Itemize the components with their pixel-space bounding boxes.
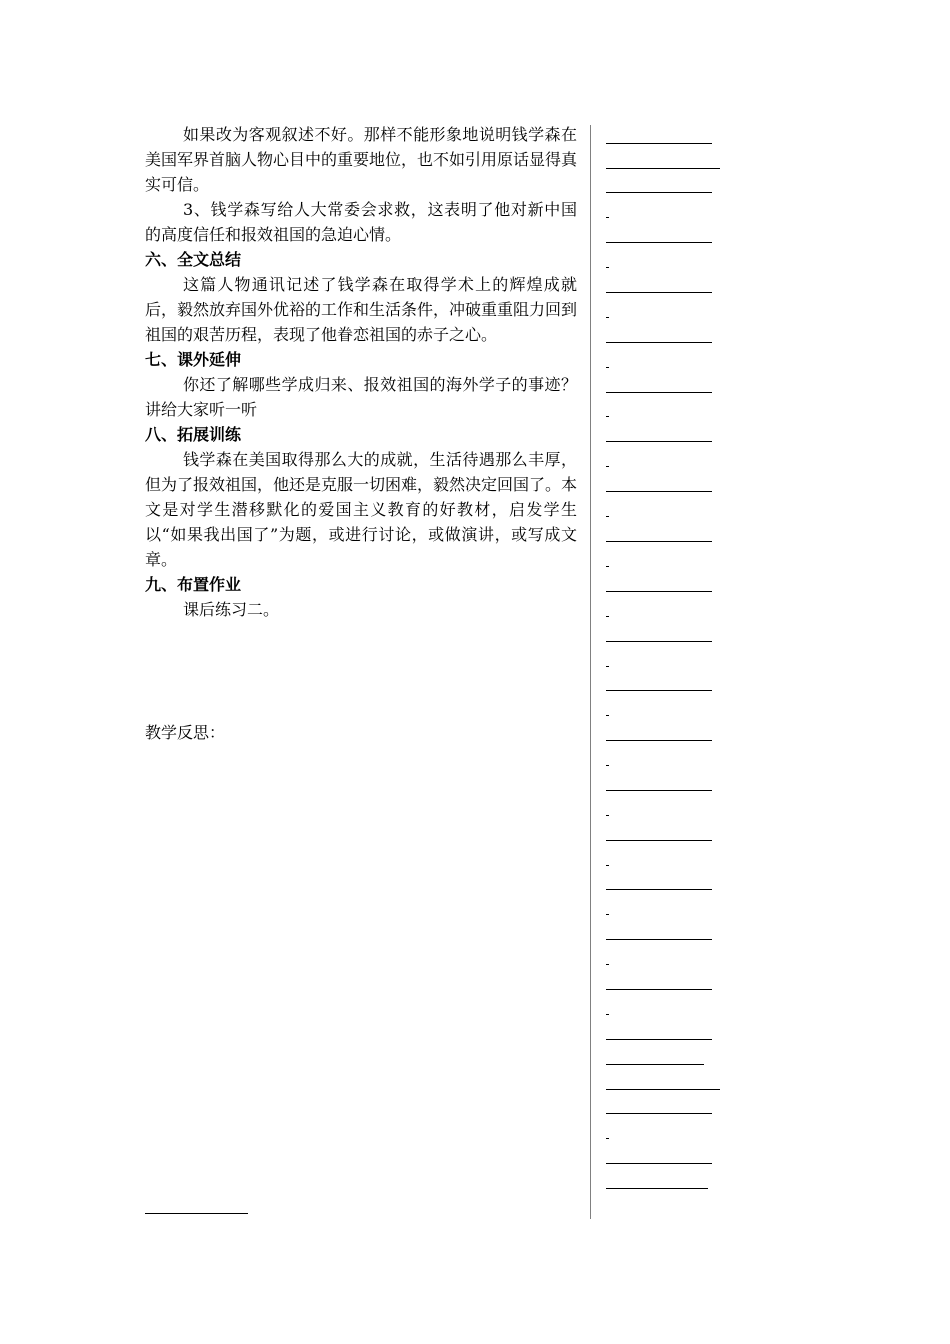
note-line bbox=[606, 242, 712, 243]
note-line bbox=[606, 740, 712, 741]
note-line bbox=[606, 1039, 712, 1040]
note-line bbox=[606, 292, 712, 293]
note-line bbox=[606, 441, 712, 442]
note-line-tick bbox=[606, 616, 609, 617]
note-line bbox=[606, 690, 712, 691]
note-line-tick bbox=[606, 367, 609, 368]
note-line-tick bbox=[606, 516, 609, 517]
paragraph-objective-narration: 如果改为客观叙述不好。那样不能形象地说明钱学森在美国军界首脑人物心目中的重要地位，也不如引用原话显得真实可信。 bbox=[145, 125, 578, 194]
column-divider bbox=[590, 125, 591, 1219]
note-line bbox=[606, 591, 712, 592]
note-line bbox=[606, 192, 712, 193]
note-line bbox=[606, 541, 712, 542]
paragraph-point-3: 3、钱学森写给人大常委会求救，这表明了他对新中国的高度信任和报效祖国的急迫心情。 bbox=[145, 200, 577, 244]
paragraph-extension: 你还了解哪些学成归来、报效祖国的海外学子的事迹？讲给大家听一听 bbox=[145, 375, 577, 419]
note-line bbox=[606, 889, 712, 890]
note-line-tick bbox=[606, 317, 609, 318]
note-line bbox=[606, 939, 712, 940]
heading-homework: 九、布置作业 bbox=[145, 575, 242, 594]
note-line-tick bbox=[606, 466, 609, 467]
note-line bbox=[606, 1089, 720, 1090]
main-content bbox=[145, 122, 577, 622]
notes-margin-column bbox=[606, 0, 736, 1344]
paragraph-training: 钱学森在美国取得那么大的成就，生活待遇那么丰厚，但为了报效祖国，他还是克服一切困难，毅然决定回国了。本文是对学生潜移默化的爱国主义教育的好教材，启发学生以“如果我出国了”为题，或进行讨论，或做演讲，或写成文章。 bbox=[145, 450, 578, 569]
note-line bbox=[606, 143, 712, 144]
note-line bbox=[606, 1163, 712, 1164]
heading-extension: 七、课外延伸 bbox=[145, 350, 242, 369]
note-line bbox=[606, 392, 712, 393]
note-line-tick bbox=[606, 765, 609, 766]
note-line bbox=[606, 491, 712, 492]
heading-summary: 六、全文总结 bbox=[145, 250, 242, 269]
note-line-tick bbox=[606, 666, 609, 667]
note-line-tick bbox=[606, 964, 609, 965]
note-line bbox=[606, 1113, 712, 1114]
note-line bbox=[606, 989, 712, 990]
note-line-tick bbox=[606, 267, 609, 268]
note-line bbox=[606, 641, 712, 642]
heading-training: 八、拓展训练 bbox=[145, 425, 242, 444]
note-line bbox=[606, 342, 712, 343]
note-line-tick bbox=[606, 566, 609, 567]
paragraph-homework: 课后练习二。 bbox=[183, 600, 280, 619]
note-line-tick bbox=[606, 217, 609, 218]
teaching-reflection-label: 教学反思： bbox=[145, 723, 226, 742]
note-line bbox=[606, 840, 712, 841]
note-line-tick bbox=[606, 914, 609, 915]
note-line-tick bbox=[606, 815, 609, 816]
paragraph-summary: 这篇人物通讯记述了钱学森在取得学术上的辉煌成就后，毅然放弃国外优裕的工作和生活条件，冲破重重阻力回到祖国的艰苦历程，表现了他眷恋祖国的赤子之心。 bbox=[145, 275, 578, 344]
note-line bbox=[606, 790, 712, 791]
note-line-tick bbox=[606, 865, 609, 866]
footnote-separator bbox=[145, 1213, 248, 1214]
note-line-tick bbox=[606, 715, 609, 716]
note-line-tick bbox=[606, 1014, 609, 1015]
note-line bbox=[606, 1064, 704, 1065]
note-line bbox=[606, 168, 720, 169]
note-line-tick bbox=[606, 1138, 609, 1139]
note-line bbox=[606, 1188, 708, 1189]
note-line-tick bbox=[606, 416, 609, 417]
